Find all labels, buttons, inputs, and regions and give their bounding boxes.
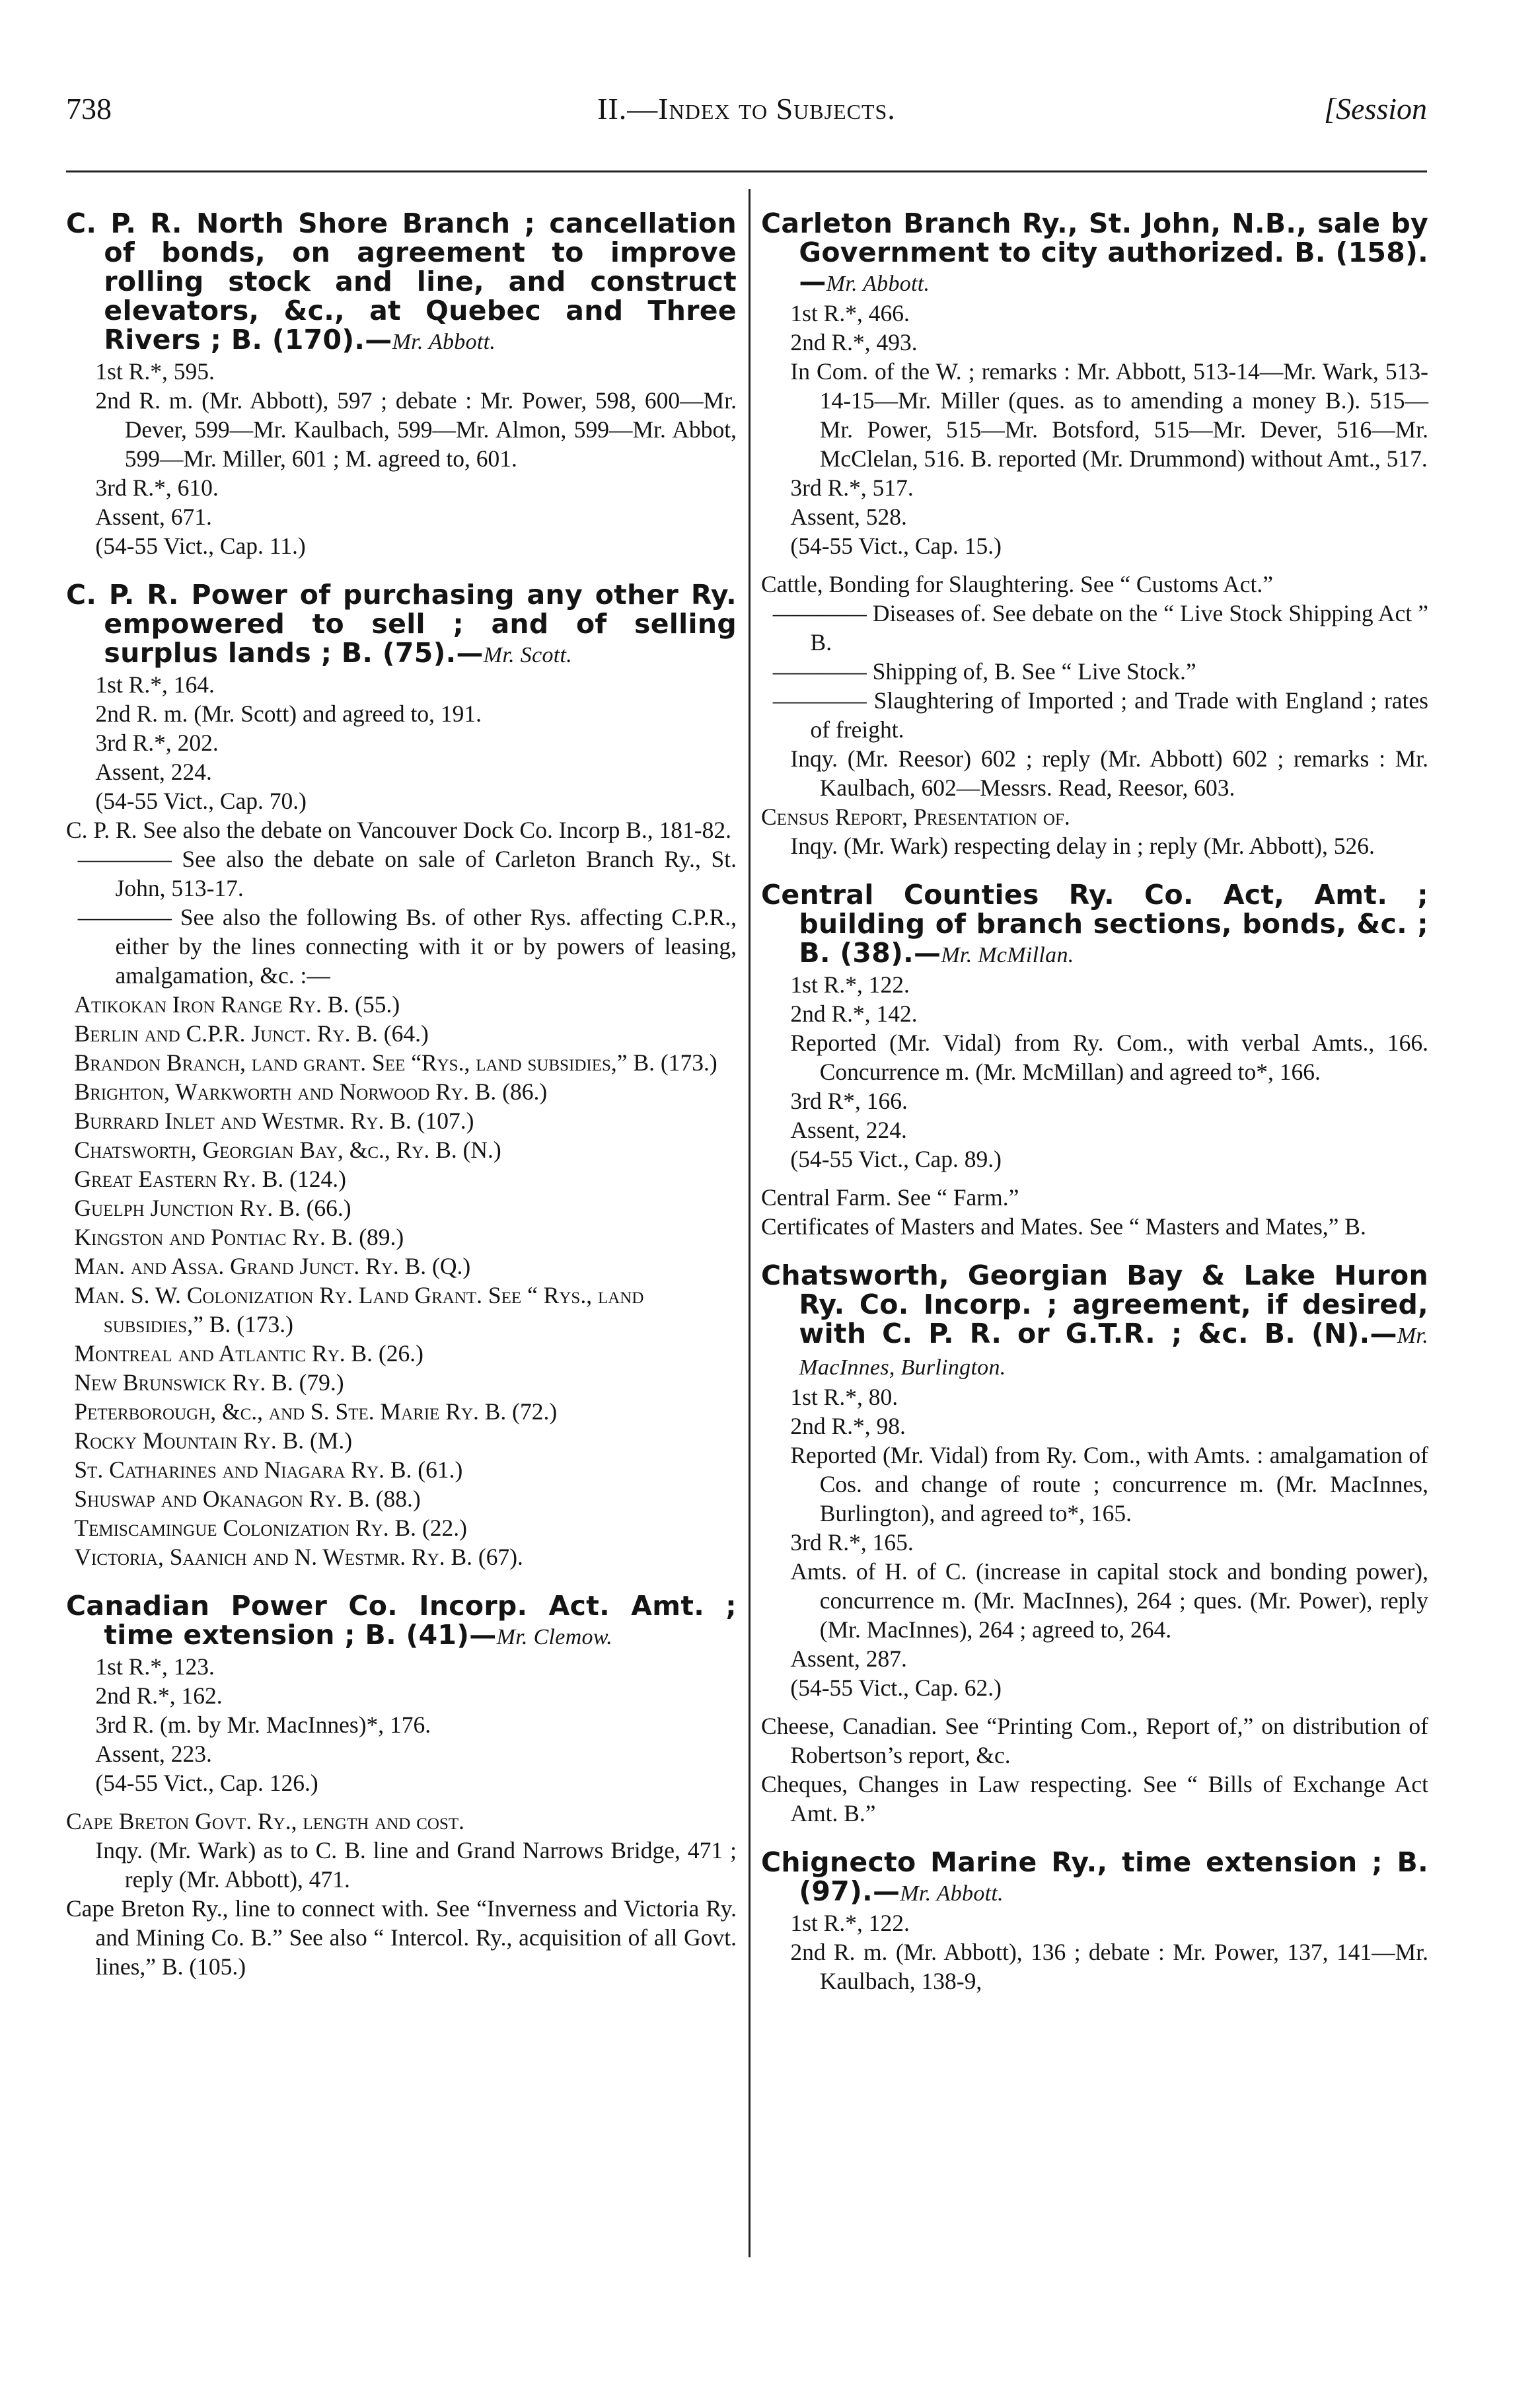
entry-line: 2nd R. m. (Mr. Scott) and agreed to, 191. [95, 700, 482, 727]
left-column [66, 209, 737, 1981]
mover: Mr. Abbott. [392, 330, 496, 354]
cross-reference: ———— Shipping of, B. See “ Live Stock.” [772, 658, 1196, 685]
entry-line: Assent, 224. [790, 1117, 907, 1143]
entry-line: In Com. of the W. ; remarks : Mr. Abbott, 513-14—Mr. Wark, 513-14-15—Mr. Miller (ques. as to amending a money B.). 515—Mr. Power, 515—Mr. Botsford, 515—Mr. Dever, 516—Mr. McClelan, 516. B. reported (Mr. Drummond) without Amt., 517. [790, 358, 1428, 472]
bill-item: Rocky Mountain Ry. B. (M.) [74, 1427, 353, 1454]
entry-line: (54-55 Vict., Cap. 15.) [790, 533, 1002, 559]
entry-line: Inqy. (Mr. Wark) respecting delay in ; reply (Mr. Abbott), 526. [790, 833, 1375, 859]
entry-line: Inqy. (Mr. Wark) as to C. B. line and Grand Narrows Bridge, 471 ; reply (Mr. Abbott), 471. [95, 1837, 737, 1893]
entry-heading: Chignecto Marine Ry., time extension ; B. (97).—Mr. Abbott. [761, 1846, 1428, 1907]
mover: Mr. McMillan. [941, 943, 1074, 967]
entry-heading: Carleton Branch Ry., St. John, N.B., sale by Government to city authorized. B. (158).—Mr. Abbott. [761, 207, 1428, 297]
cross-reference: ———— See also the following Bs. of other Rys. affecting C.P.R., either by the lines connecting with it or by powers of leasing, amalgamation, &c. :— [77, 904, 737, 989]
entry-line: 1st R.*, 595. [95, 358, 215, 385]
page-number: 738 [66, 92, 112, 126]
bill-item: Berlin and C.P.R. Junct. Ry. B. (64.) [74, 1020, 429, 1047]
column-divider [749, 189, 751, 2257]
index-entry [761, 880, 1428, 1174]
bill-item: Man. S. W. Colonization Ry. Land Grant. See “ Rys., land subsidies,” B. (173.) [74, 1282, 644, 1337]
entry-heading: Canadian Power Co. Incorp. Act. Amt. ; time extension ; B. (41)—Mr. Clemow. [66, 1590, 737, 1651]
entry-line: Reported (Mr. Vidal) from Ry. Com., with verbal Amts., 166. Concurrence m. (Mr. McMillan) and agreed to*, 166. [790, 1030, 1428, 1085]
right-column [761, 209, 1428, 1996]
entry-line: 2nd R. m. (Mr. Abbott), 136 ; debate : Mr. Power, 137, 141—Mr. Kaulbach, 138-9, [790, 1939, 1428, 1994]
entry-line: (54-55 Vict., Cap. 126.) [95, 1770, 318, 1796]
mover: Mr. Abbott. [900, 1881, 1004, 1906]
entry-line: 1st R.*, 122. [790, 1910, 910, 1936]
entry-line: 2nd R.*, 142. [790, 1000, 918, 1027]
bill-item: Chatsworth, Georgian Bay, &c., Ry. B. (N.) [74, 1137, 501, 1163]
entry-line: 3rd R.*, 202. [95, 730, 219, 756]
index-entry [66, 1894, 737, 1981]
entry-line: 3rd R.*, 165. [790, 1529, 914, 1556]
page-header [66, 91, 1427, 137]
entry-line: 3rd R*, 166. [790, 1088, 908, 1114]
bill-item: Atikokan Iron Range Ry. B. (55.) [74, 991, 400, 1018]
entry-line: Assent, 287. [790, 1645, 907, 1672]
entry-line: 1st R.*, 164. [95, 671, 215, 698]
mover: Mr. Scott. [483, 643, 573, 667]
entry-subject: Census Report, Presentation of. [761, 804, 1070, 830]
cross-reference: ———— See also the debate on sale of Carleton Branch Ry., St. John, 513-17. [77, 846, 737, 901]
entry-line: 2nd R.*, 98. [790, 1413, 906, 1439]
cross-reference: Central Farm. See “ Farm.” [761, 1184, 1019, 1211]
entry-line: 1st R.*, 80. [790, 1384, 898, 1410]
entry-line: (54-55 Vict., Cap. 89.) [790, 1146, 1002, 1172]
entry-line: (54-55 Vict., Cap. 11.) [95, 533, 306, 559]
entry-line: Assent, 223. [95, 1741, 212, 1767]
entry-line: 3rd R. (m. by Mr. MacInnes)*, 176. [95, 1712, 431, 1738]
entry-line: Assent, 224. [95, 759, 212, 785]
index-entry [761, 1183, 1428, 1241]
bill-item: Brighton, Warkworth and Norwood Ry. B. (86.) [74, 1078, 548, 1105]
entry-line: (54-55 Vict., Cap. 70.) [95, 788, 307, 814]
cross-reference: Cheese, Canadian. See “Printing Com., Report of,” on distribution of Robertson’s report, &c. [761, 1713, 1428, 1768]
entry-line: 2nd R. m. (Mr. Abbott), 597 ; debate : Mr. Power, 598, 600—Mr. Dever, 599—Mr. Kaulbach, 599—Mr. Almon, 599—Mr. Abbot, 599—Mr. Miller, 601 ; M. agreed to, 601. [95, 387, 737, 472]
mover: Mr. MacInnes, Burlington. [799, 1324, 1428, 1380]
cross-reference: Cattle, Bonding for Slaughtering. See “ Customs Act.” [761, 571, 1273, 597]
entry-heading: Central Counties Ry. Co. Act, Amt. ; building of branch sections, bonds, &c. ; B. (38).—Mr. McMillan. [761, 879, 1428, 969]
bill-item: Shuswap and Okanagon Ry. B. (88.) [74, 1486, 421, 1512]
header-rule [66, 170, 1427, 172]
entry-line: 1st R.*, 123. [95, 1653, 215, 1680]
entry-line: Amts. of H. of C. (increase in capital stock and bonding power), concurrence m. (Mr. MacInnes), 264 ; ques. (Mr. Power), reply (Mr. MacInnes), 264 ; agreed to, 264. [790, 1558, 1428, 1643]
index-entry [761, 1848, 1428, 1996]
entry-subject: Cape Breton Govt. Ry., length and cost. [66, 1808, 464, 1834]
entry-line: 3rd R.*, 610. [95, 474, 219, 501]
index-entry [761, 1712, 1428, 1828]
bill-item: Kingston and Pontiac Ry. B. (89.) [74, 1224, 404, 1250]
index-entry [761, 209, 1428, 560]
entry-line: 1st R.*, 122. [790, 971, 910, 998]
index-entry [761, 570, 1428, 802]
mover: Mr. Abbott. [826, 272, 930, 296]
bill-item: Victoria, Saanich and N. Westmr. Ry. B. (67). [74, 1544, 523, 1570]
entry-line: Reported (Mr. Vidal) from Ry. Com., with Amts. : amalgamation of Cos. and change of route ; concurrence m. (Mr. MacInnes, Burlington), and agreed to*, 165. [790, 1442, 1428, 1526]
bill-item: Temiscamingue Colonization Ry. B. (22.) [74, 1515, 467, 1541]
bill-item: Burrard Inlet and Westmr. Ry. B. (107.) [74, 1108, 474, 1134]
entry-line: Assent, 671. [95, 504, 212, 530]
entry-line: (54-55 Vict., Cap. 62.) [790, 1674, 1002, 1701]
bill-item: St. Catharines and Niagara Ry. B. (61.) [74, 1456, 463, 1483]
cross-reference: C. P. R. See also the debate on Vancouver Dock Co. Incorp B., 181-82. [66, 817, 731, 843]
index-entry [761, 802, 1428, 860]
entry-heading: C. P. R. North Shore Branch ; cancellation of bonds, on agreement to improve rolling stock and line, and construct elevators, &c., at Quebec and Three Rivers ; B. (170).—Mr. Abbott. [66, 207, 737, 356]
index-entry [66, 580, 737, 815]
entry-line: 3rd R.*, 517. [790, 474, 914, 501]
bill-item: Peterborough, &c., and S. Ste. Marie Ry. B. (72.) [74, 1398, 558, 1425]
entry-heading: C. P. R. Power of purchasing any other Ry. empowered to sell ; and of selling surplus lands ; B. (75).—Mr. Scott. [66, 579, 737, 669]
cross-reference: ———— Slaughtering of Imported ; and Trade with England ; rates of freight. [772, 687, 1428, 743]
index-entry [66, 1591, 737, 1797]
bill-item: Brandon Branch, land grant. See “Rys., land subsidies,” B. (173.) [74, 1049, 717, 1076]
index-entry [66, 815, 737, 1571]
index-entry [66, 209, 737, 560]
index-entry [761, 1261, 1428, 1702]
entry-line: Assent, 528. [790, 504, 907, 530]
cross-reference: ———— Diseases of. See debate on the “ Live Stock Shipping Act ” B. [772, 600, 1428, 656]
bill-item: Great Eastern Ry. B. (124.) [74, 1166, 346, 1192]
page-title: II.—Index to Subjects. [597, 92, 896, 126]
index-entry [66, 1807, 737, 1894]
bill-item: New Brunswick Ry. B. (79.) [74, 1369, 344, 1396]
bill-item: Guelph Junction Ry. B. (66.) [74, 1195, 351, 1221]
mover: Mr. Clemow. [496, 1625, 613, 1649]
entry-line: Inqy. (Mr. Reesor) 602 ; reply (Mr. Abbott) 602 ; remarks : Mr. Kaulbach, 602—Messrs. Read, Reesor, 603. [790, 745, 1428, 801]
bill-list [66, 990, 737, 1571]
entry-heading: Chatsworth, Georgian Bay & Lake Huron Ry. Co. Incorp. ; agreement, if desired, with C. P. R. or G.T.R. ; &c. B. (N).—Mr. MacInnes, Burlington. [761, 1260, 1428, 1380]
cross-reference: Certificates of Masters and Mates. See “ Masters and Mates,” B. [761, 1213, 1366, 1240]
bill-item: Man. and Assa. Grand Junct. Ry. B. (Q.) [74, 1253, 471, 1279]
entry-line: 2nd R.*, 162. [95, 1682, 223, 1709]
cross-reference: Cape Breton Ry., line to connect with. See “Inverness and Victoria Ry. and Mining Co. B.” See also “ Intercol. Ry., acquisition of all Govt. lines,” B. (105.) [66, 1895, 737, 1980]
entry-line: 2nd R.*, 493. [790, 329, 918, 356]
session-label: [Session [1324, 92, 1427, 126]
cross-reference: Cheques, Changes in Law respecting. See “ Bills of Exchange Act Amt. B.” [761, 1771, 1428, 1826]
entry-line: 1st R.*, 466. [790, 300, 910, 326]
bill-item: Montreal and Atlantic Ry. B. (26.) [74, 1340, 423, 1367]
